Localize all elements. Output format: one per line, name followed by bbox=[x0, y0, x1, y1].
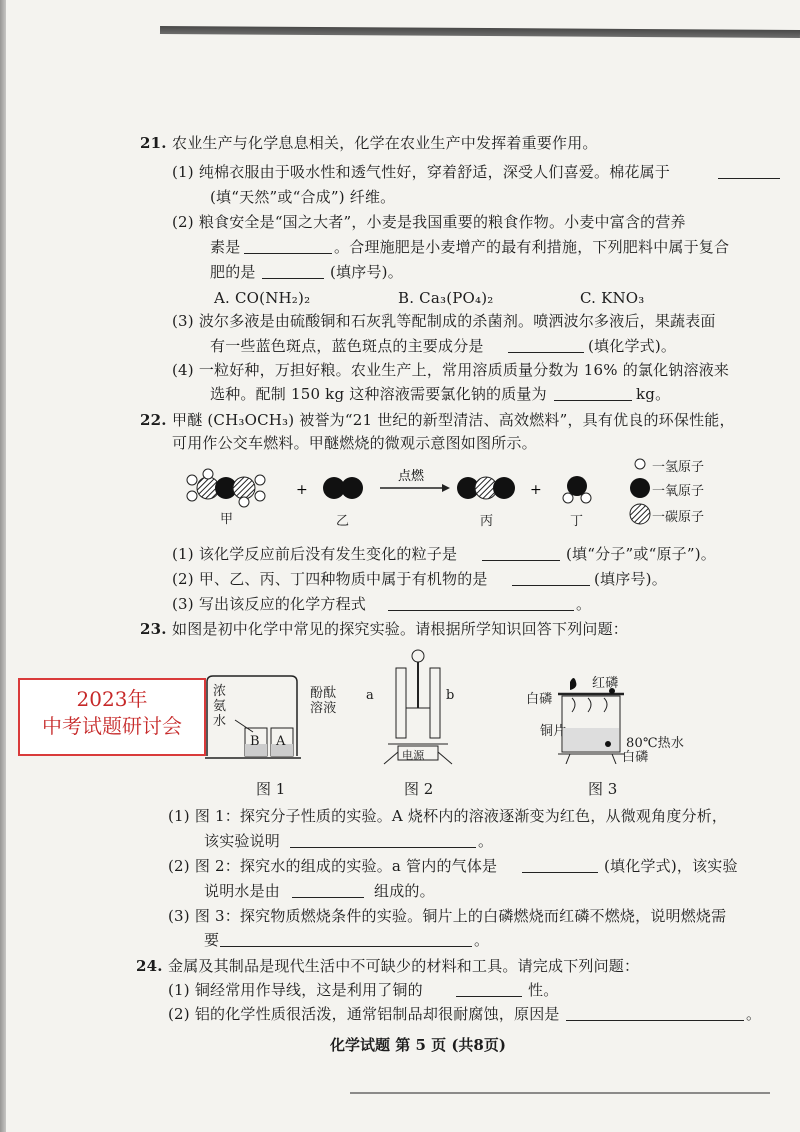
part-2a: (2) 甲、乙、丙、丁四种物质中属于有机物的是 bbox=[172, 570, 488, 588]
question-stem: 如图是初中化学中常见的探究实验。请根据所学知识回答下列问题： bbox=[172, 620, 629, 638]
answer-blank[interactable] bbox=[388, 596, 574, 611]
conference-stamp bbox=[18, 678, 206, 756]
part-2b: 。 bbox=[746, 1005, 762, 1023]
scan-edge-left bbox=[0, 0, 6, 1132]
fig1-right-label: 酚酞溶液 bbox=[310, 686, 337, 716]
part-1a: (1) 该化学反应前后没有发生变化的粒子是 bbox=[172, 545, 458, 563]
part-1-line-1: (1) 纯棉衣服由于吸水性和透气性好，穿着舒适，深受人们喜爱。棉花属于 bbox=[172, 163, 671, 181]
fig2-caption: 图 2 bbox=[404, 780, 434, 798]
answer-blank[interactable] bbox=[512, 571, 590, 586]
answer-blank[interactable] bbox=[220, 932, 472, 947]
molecule-bing bbox=[457, 477, 515, 499]
part-1-line-2b: 。 bbox=[478, 832, 494, 850]
fig1-left-label: 浓氨水 bbox=[213, 684, 227, 729]
part-1-line-2: (填“天然”或“合成”) 纤维。 bbox=[210, 188, 396, 206]
reaction-arrow bbox=[380, 468, 450, 492]
question-stem: 农业生产与化学息息相关，化学在农业生产中发挥着重要作用。 bbox=[172, 134, 598, 152]
scan-edge-top bbox=[160, 26, 800, 38]
stamp-line-1: 2023年 bbox=[76, 687, 148, 711]
part-4-line-2b: kg。 bbox=[636, 385, 671, 403]
answer-blank[interactable] bbox=[554, 386, 632, 401]
part-4-line-2a: 选种。配制 150 kg 这种溶液需要氯化钠的质量为 bbox=[210, 385, 547, 403]
label-ding: 丁 bbox=[570, 514, 584, 529]
legend-hydrogen: 一氢原子 bbox=[652, 460, 705, 475]
question-number: 21. bbox=[140, 134, 167, 152]
option-c: C. KNO₃ bbox=[580, 289, 645, 307]
answer-blank[interactable] bbox=[290, 833, 476, 848]
plus-sign: + bbox=[296, 482, 308, 498]
part-1a: (1) 铜经常用作导线，这是利用了铜的 bbox=[168, 981, 423, 999]
answer-blank[interactable] bbox=[522, 858, 598, 873]
part-2-line-2a: 素是 bbox=[210, 238, 241, 256]
fig2-label-a: a bbox=[366, 688, 374, 703]
molecule-jia bbox=[187, 469, 265, 507]
answer-blank[interactable] bbox=[292, 883, 364, 898]
fig1-caption: 图 1 bbox=[256, 780, 286, 798]
part-2-line-1: (2) 粮食安全是“国之大者”，小麦是我国重要的粮食作物。小麦中富含的营养 bbox=[172, 213, 686, 231]
page-footer: 化学试题 第 5 页 (共8页) bbox=[330, 1036, 506, 1054]
label-jia: 甲 bbox=[220, 512, 234, 527]
question-number: 22. bbox=[140, 411, 167, 429]
fig3-caption: 图 3 bbox=[588, 780, 618, 798]
fig3-white-phosphorus: 白磷 bbox=[526, 692, 553, 707]
answer-blank[interactable] bbox=[508, 338, 584, 353]
arrow-label: 点燃 bbox=[398, 469, 425, 484]
part-2b: (填序号)。 bbox=[594, 570, 667, 588]
part-3-line-2a: 要 bbox=[204, 931, 220, 949]
part-2-line-2b: 。合理施肥是小麦增产的最有利措施，下列肥料中属于复合 bbox=[334, 238, 730, 256]
fig1-beaker-a: A bbox=[276, 734, 286, 749]
stamp-line-2: 中考试题研讨会 bbox=[42, 714, 182, 738]
fig2-label-b: b bbox=[446, 688, 455, 703]
fig2-power-label: 电源 bbox=[402, 749, 425, 762]
scan-line-bottom bbox=[350, 1092, 770, 1094]
fig3-copper-sheet: 铜片 bbox=[540, 724, 567, 739]
part-2-line-1b: (填化学式)，该实验 bbox=[604, 857, 738, 875]
question-stem-line-1: 甲醚 (CH₃OCH₃) 被誉为“21 世纪的新型清洁、高效燃料”，具有优良的环保性能， bbox=[172, 411, 735, 429]
label-bing: 丙 bbox=[480, 514, 494, 529]
part-3-line-2a: 有一些蓝色斑点，蓝色斑点的主要成分是 bbox=[210, 337, 484, 355]
legend-oxygen: 一氧原子 bbox=[652, 484, 705, 499]
question-number: 23. bbox=[140, 620, 167, 638]
answer-blank[interactable] bbox=[262, 264, 324, 279]
part-2-line-2a: 说明水是由 bbox=[204, 882, 281, 900]
question-stem: 金属及其制品是现代生活中不可缺少的材料和工具。请完成下列问题： bbox=[168, 957, 640, 975]
part-1b: 性。 bbox=[528, 981, 559, 999]
question-number: 24. bbox=[136, 957, 163, 975]
molecule-yi bbox=[323, 477, 363, 499]
question-stem-line-2: 可用作公交车燃料。甲醚燃烧的微观示意图如图所示。 bbox=[172, 434, 537, 452]
option-b: B. Ca₃(PO₄)₂ bbox=[398, 289, 494, 307]
part-3b: 。 bbox=[576, 595, 592, 613]
answer-blank[interactable] bbox=[566, 1006, 744, 1021]
legend-carbon: 一碳原子 bbox=[652, 510, 705, 525]
answer-blank[interactable] bbox=[244, 239, 332, 254]
atom-legend bbox=[630, 459, 650, 524]
part-1b: (填“分子”或“原子”)。 bbox=[566, 545, 716, 563]
fig1-beaker-b: B bbox=[250, 734, 260, 749]
part-1-line-2a: 该实验说明 bbox=[204, 832, 281, 850]
answer-blank[interactable] bbox=[456, 982, 522, 997]
label-yi: 乙 bbox=[336, 514, 350, 529]
part-1-line-1: (1) 图 1：探究分子性质的实验。A 烧杯内的溶液逐渐变为红色，从微观角度分析， bbox=[168, 807, 728, 825]
answer-blank[interactable] bbox=[718, 164, 780, 179]
part-3-line-2b: (填化学式)。 bbox=[588, 337, 677, 355]
option-a: A. CO(NH₂)₂ bbox=[214, 289, 311, 307]
fig3-white-phosphorus-2: 白磷 bbox=[622, 750, 649, 765]
plus-sign: + bbox=[530, 482, 542, 498]
part-2-line-3a: 肥的是 bbox=[210, 263, 256, 281]
part-3-line-2b: 。 bbox=[474, 931, 490, 949]
part-2-line-3b: (填序号)。 bbox=[330, 263, 403, 281]
part-2-line-1a: (2) 图 2：探究水的组成的实验。a 管内的气体是 bbox=[168, 857, 498, 875]
molecule-ding bbox=[563, 476, 591, 503]
part-3-line-1: (3) 图 3：探究物质燃烧条件的实验。铜片上的白磷燃烧而红磷不燃烧，说明燃烧需 bbox=[168, 907, 727, 925]
answer-blank[interactable] bbox=[482, 546, 560, 561]
part-2a: (2) 铝的化学性质很活泼，通常铝制品却很耐腐蚀，原因是 bbox=[168, 1005, 560, 1023]
part-4-line-1: (4) 一粒好种，万担好粮。农业生产上，常用溶质质量分数为 16% 的氯化钠溶液来 bbox=[172, 361, 730, 379]
part-2-line-2b: 组成的。 bbox=[374, 882, 435, 900]
fig3-hot-water: 80℃热水 bbox=[626, 736, 685, 751]
part-3a: (3) 写出该反应的化学方程式 bbox=[172, 595, 367, 613]
fig3-red-phosphorus: 红磷 bbox=[592, 676, 619, 691]
part-3-line-1: (3) 波尔多液是由硫酸铜和石灰乳等配制成的杀菌剂。喷洒波尔多液后，果蔬表面 bbox=[172, 312, 716, 330]
